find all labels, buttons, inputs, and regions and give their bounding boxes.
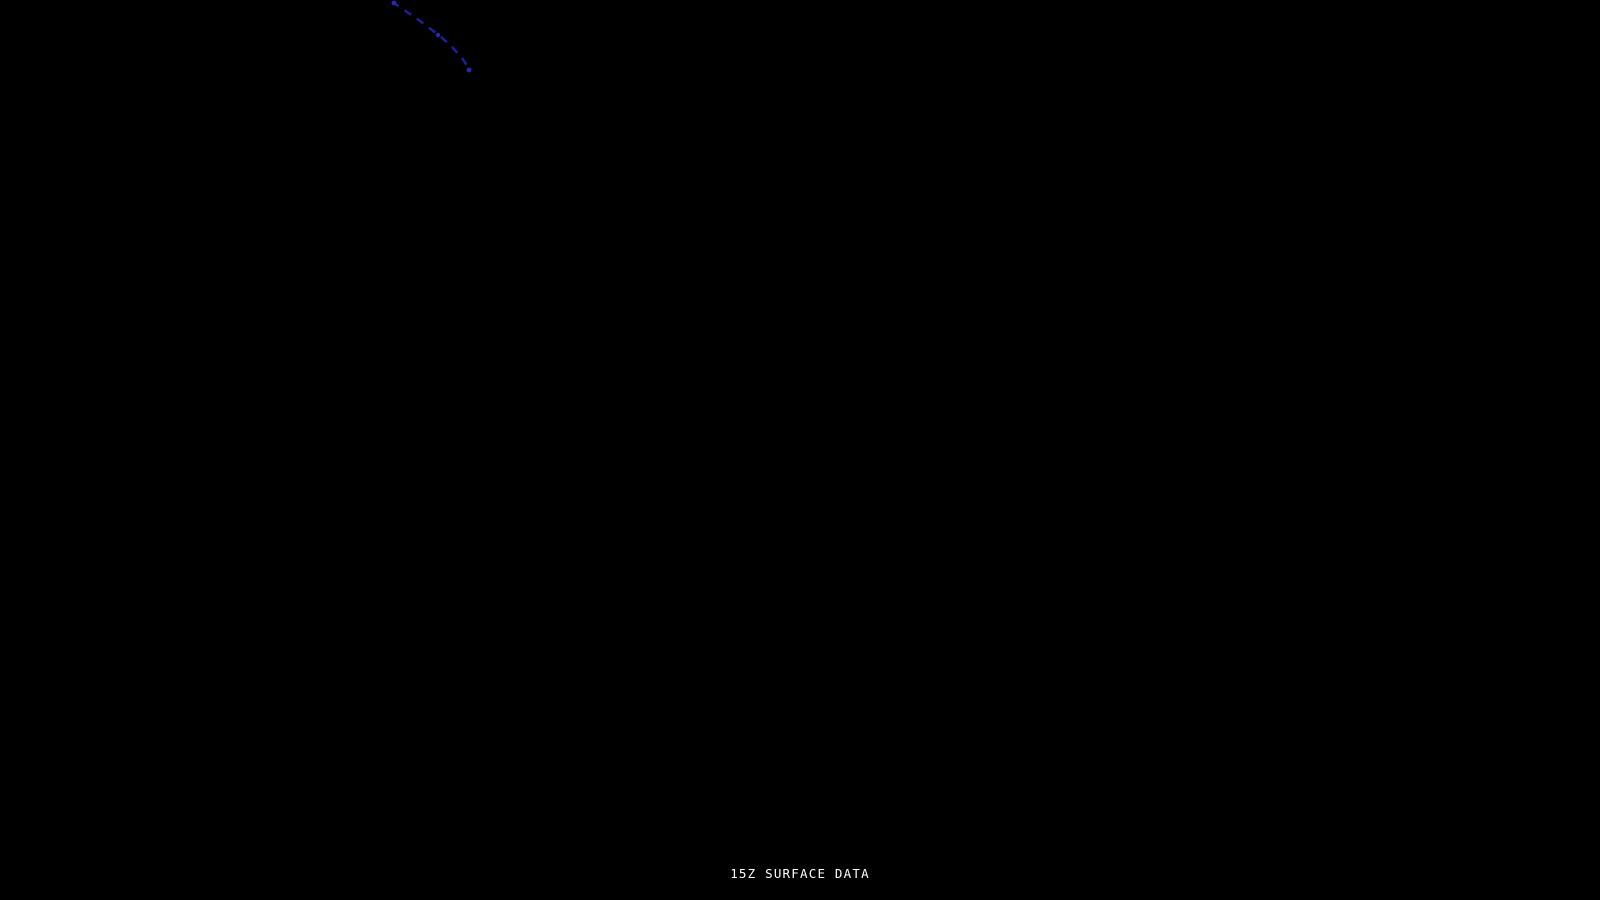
front-node-end-marker bbox=[467, 68, 472, 73]
front-node-mid-marker bbox=[436, 33, 440, 37]
map-caption-label: 15Z SURFACE DATA bbox=[730, 866, 870, 881]
front-node-start-marker bbox=[392, 1, 397, 6]
